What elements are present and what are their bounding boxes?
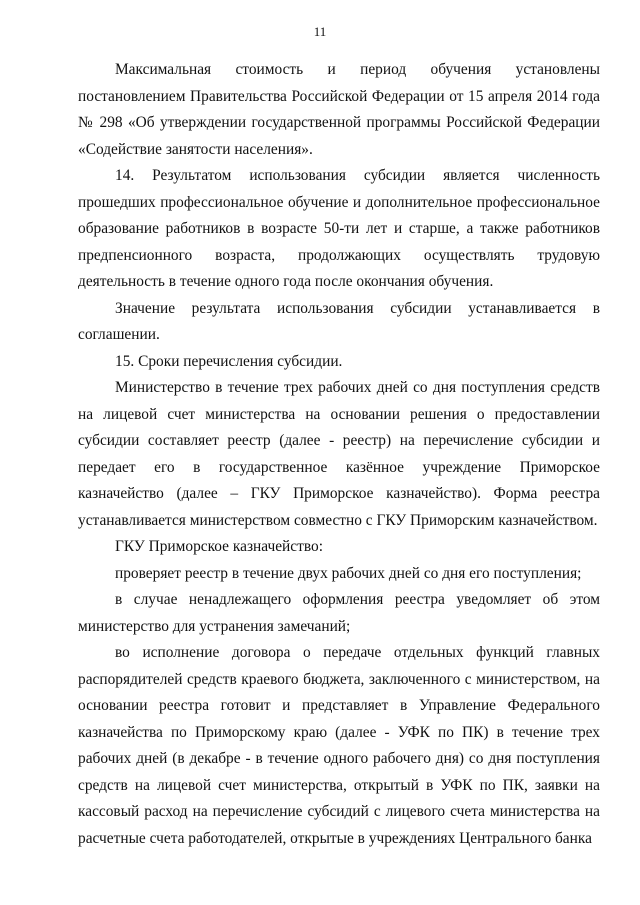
paragraph-14-result: 14. Результатом использования субсидии является численность прошедших профессиональное обучение и дополнительное профессиональное образование работников в возрасте 50-ти лет и старше, а также работников предпенсионного возраста, продолжающих осуществлять трудовую деятельность в течение одного года после окончания обучения. (78, 167, 600, 290)
page-number: 11 (313, 24, 327, 39)
paragraph-treasury-intro: ГКУ Приморское казначейство: (115, 538, 323, 555)
paragraph-agreement: во исполнение договора о передаче отдельных функций главных распорядителей средств краевого бюджета, заключенного с министерством, на основании реестра готовит и представляет в Управление Федерального казначейства по Приморскому краю (далее - УФК по ПК) в течение трех рабочих дней (в декабре - в течение одного рабочего дня) со дня поступления средств на лицевой счет министерства, открытый в УФК по ПК, заявки на кассовый расход на перечисление субсидий с лицевого счета министерства на расчетные счета работодателей, открытые в учреждениях Центрального банка (78, 644, 600, 847)
paragraph-max-cost: Максимальная стоимость и период обучения установлены постановлением Правительства Российской Федерации от 15 апреля 2014 года № 298 «Об утверждении государственной программы Российской Федерации «Содействие занятости населения». (78, 61, 600, 158)
paragraph-15-heading: 15. Сроки перечисления субсидии. (115, 352, 343, 370)
paragraph-improper-registry: в случае ненадлежащего оформления реестра уведомляет об этом министерство для устранения замечаний; (78, 591, 600, 635)
paragraph-ministry-registry: Министерство в течение трех рабочих дней со дня поступления средств на лицевой счет министерства на основании решения о предоставлении субсидии составляет реестр (далее - реестр) на перечисление субсидии и передает его в государственное казённое учреждение Приморское казначейство (далее – ГКУ Приморское казначейство). Форма реестра устанавливается министерством совместно с ГКУ Приморским казначейством. (78, 379, 600, 529)
page-body (78, 57, 600, 852)
paragraph-check-registry: проверяет реестр в течение двух рабочих дней со дня его поступления; (115, 564, 582, 582)
paragraph-result-value: Значение результата использования субсидии устанавливается в соглашении. (78, 299, 600, 343)
